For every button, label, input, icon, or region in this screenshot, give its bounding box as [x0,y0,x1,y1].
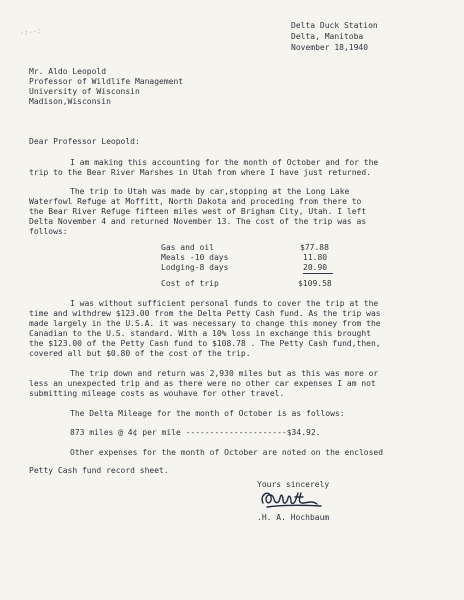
para1-line: I am making this accounting for the month of October and for the [70,158,379,167]
cost-amount: 20.90 [303,263,328,272]
cost-total-amount: $109.58 [298,279,332,288]
cost-label: Gas and oil [161,243,214,252]
para3-line: time and withdrew $123.00 from the Delta Petty Cash fund. As the trip was [29,309,381,318]
para3-line: covered all but $0.80 of the cost of the trip. [29,349,251,358]
para4-line: less an unexpected trip and as there were no other car expenses I am not [29,379,376,388]
para3-line: Canadian to the U.S. standard. With a 10% loss in exchange this brought [29,329,371,338]
para6-line: Other expenses for the month of October are noted on the enclosed [70,448,384,457]
mileage-line: 873 miles @ 4¢ per mile ---------------------$34.92. [70,428,321,437]
para5: The Delta Mileage for the month of October is as follows: [70,409,345,418]
recipient-city: Madison,Wisconsin [29,97,111,106]
para3-line: the $123.00 of the Petty Cash fund to $108.78 . The Petty Cash fund,then, [29,339,381,348]
para2-line: the Bear River Refuge fifteen miles west of Brigham City, Utah. I left [29,207,367,216]
para3-line: made largely in the U.S.A. it was necessary to change this money from the [29,319,381,328]
signer-name: .H. A. Hochbaum [257,513,330,522]
cost-amount: $77.88 [300,243,329,252]
para3-line: I was without sufficient personal funds to cover the trip at the [70,299,379,308]
station-line: Delta Duck Station [291,21,378,30]
cost-total-label: Cost of trip [161,279,219,288]
para1-line: trip to the Bear River Marshes in Utah from where I have just returned. [29,168,371,177]
para6-line: Petty Cash fund record sheet. [29,466,169,475]
date-line: November 18,1940 [291,43,369,52]
cost-amount: 11.80 [303,253,328,262]
cost-label: Meals -10 days [161,253,229,262]
recipient-name: Mr. Aldo Leopold [29,67,107,76]
closing: Yours sincerely [257,480,330,489]
cost-label: Lodging-8 days [161,263,229,272]
city-line: Delta, Manitoba [291,32,364,41]
para2-line: follows: [29,227,68,236]
recipient-org: University of Wisconsin [29,87,140,96]
para2-line: Delta November 4 and returned November 13. The cost of the trip was as [29,217,367,226]
handwritten-signature [257,483,329,511]
recipient-title: Professor of Wildlife Management [29,77,184,86]
para2-line: Waterfowl Refuge at Moffitt, North Dakota and proceding from there to [29,197,362,206]
para2-line: The trip to Utah was made by car,stopping at the Long Lake [70,187,350,196]
para4-line: submitting mileage costs as wouhave for other travel. [29,389,285,398]
para4-line: The trip down and return was 2,930 miles but as this was more or [70,369,379,378]
cost-underline [303,273,333,274]
top-mark: -:--: [19,26,42,38]
salutation: Dear Professor Leopold: [29,137,140,146]
